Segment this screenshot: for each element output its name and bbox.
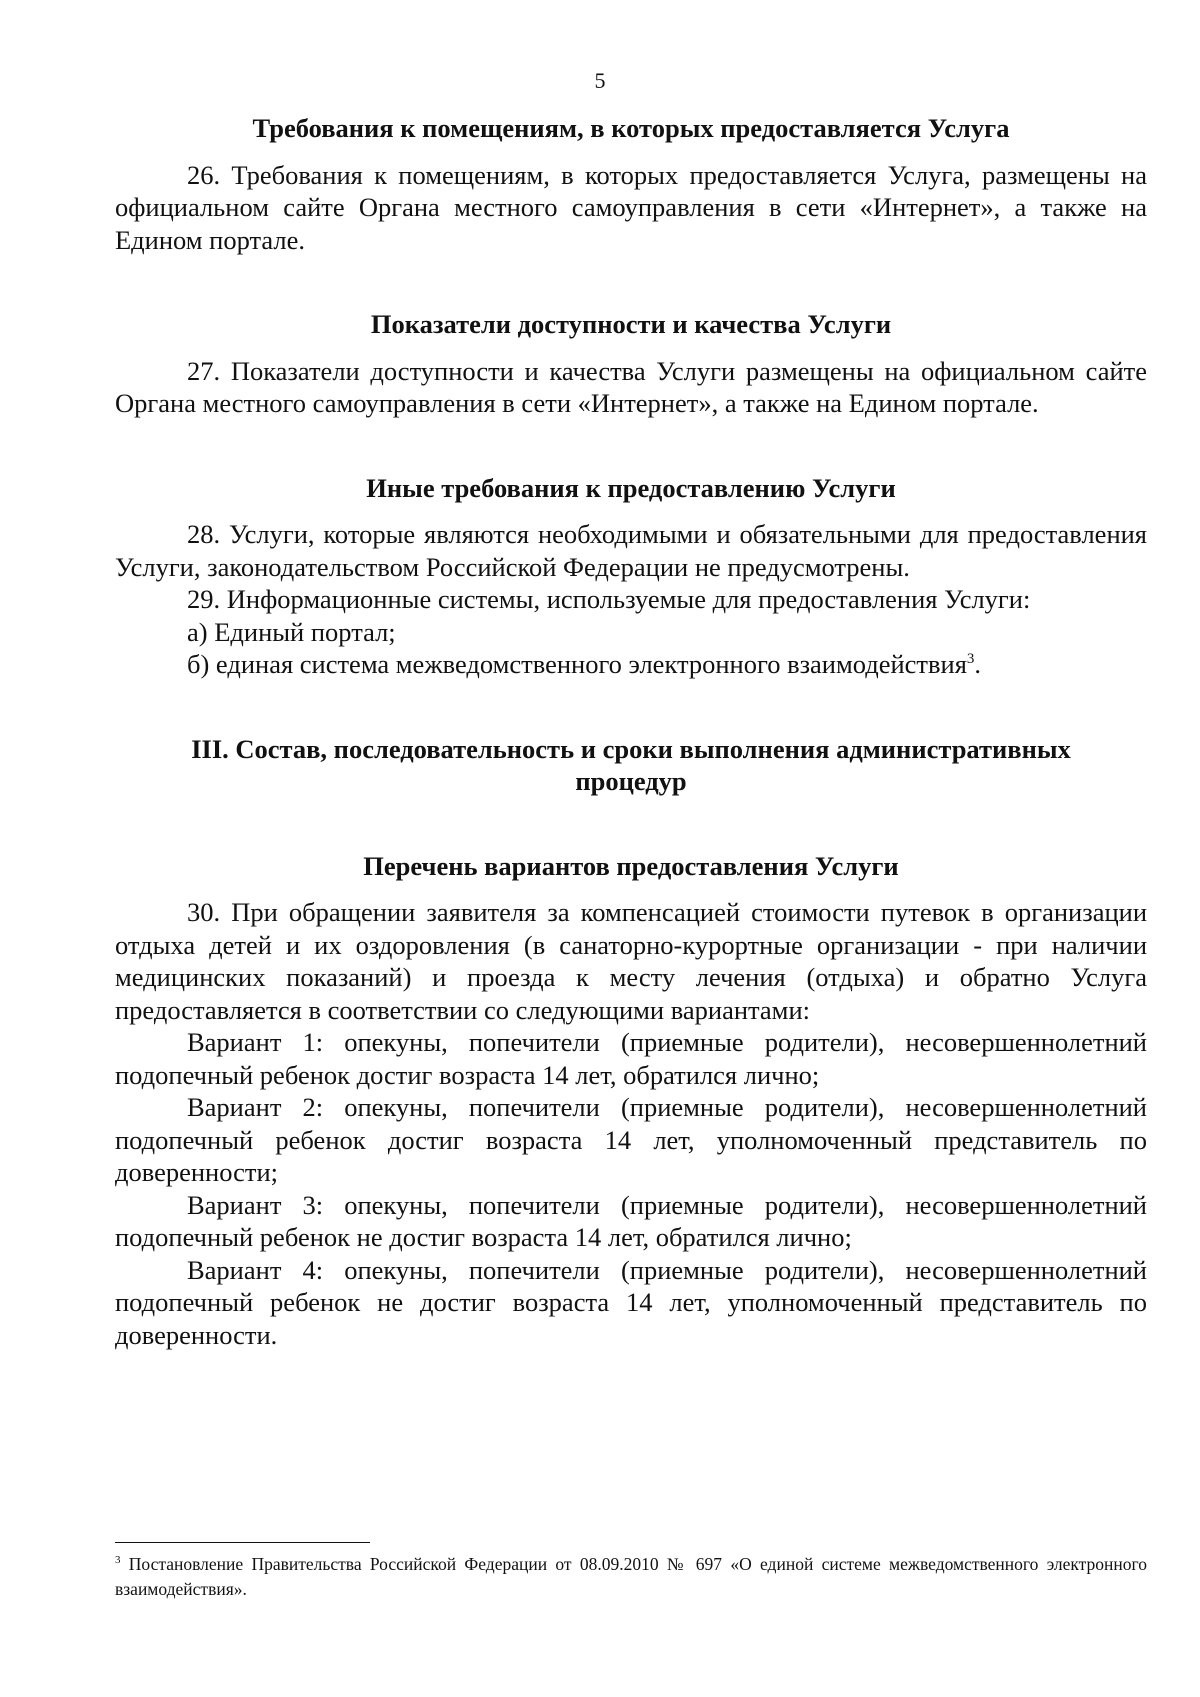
paragraph-29: 29. Информационные системы, используемые для предоставления Услуги: (187, 584, 1031, 614)
footnote-mark: 3 (115, 1554, 121, 1567)
paragraph-29a: а) Единый портал; (187, 616, 396, 647)
paragraph-29b-text: б) единая система межведомственного электронного взаимодействия (187, 649, 967, 679)
footnote-reference: 3 (966, 651, 975, 668)
paragraph-30: 30. При обращении заявителя за компенсацией стоимости путевок в организации отдыха детей и их оздоровления (в санаторно-курортные организации - при наличии медицинских показаний) и проезда к месту лечения (отдыха) и обратно Услуга предоставляется в соответствии со следующими вариантами: (115, 897, 1147, 1025)
heading-part-3-line2: процедур (575, 766, 687, 796)
paragraph-29b-end: . (974, 649, 982, 679)
variant-1: Вариант 1: опекуны, попечители (приемные родители), несовершеннолетний подопечный ребенок достиг возраста 14 лет, обратился лично; (115, 1027, 1147, 1090)
footnote-divider (115, 1542, 370, 1543)
heading-other-requirements: Иные требования к предоставлению Услуги (366, 472, 896, 503)
document-body (115, 112, 1147, 1351)
heading-part-3 (115, 733, 1147, 798)
heading-variants-list: Перечень вариантов предоставления Услуги (363, 850, 899, 881)
paragraph-27: 27. Показатели доступности и качества Услуги размещены на официальном сайте Органа местного самоуправления в сети «Интернет», а также на Едином портале. (115, 355, 1147, 418)
paragraph-28: 28. Услуги, которые являются необходимыми и обязательными для предоставления Услуги, законодательством Российской Федерации не предусмотрены. (115, 519, 1147, 582)
paragraph-26: 26. Требования к помещениям, в которых предоставляется Услуга, размещены на официальном сайте Органа местного самоуправления в сети «Интернет», а также на Едином портале. (115, 159, 1147, 255)
paragraph-29b (115, 648, 1147, 681)
page-number: 5 (594, 68, 606, 93)
variant-2: Вариант 2: опекуны, попечители (приемные родители), несовершеннолетний подопечный ребенок достиг возраста 14 лет, уполномоченный представитель по доверенности; (115, 1092, 1147, 1187)
footnote (115, 1552, 1147, 1602)
footnote-text: Постановление Правительства Российской Федерации от 08.09.2010 № 697 «О единой системе межведомственного электронного взаимодействия». (115, 1554, 1147, 1599)
heading-part-3-line1: III. Состав, последовательность и сроки выполнения административных (191, 733, 1071, 764)
heading-premises-requirements: Требования к помещениям, в которых предоставляется Услуга (252, 113, 1010, 143)
heading-quality-indicators: Показатели доступности и качества Услуги (370, 309, 892, 339)
variant-3: Вариант 3: опекуны, попечители (приемные родители), несовершеннолетний подопечный ребенок не достиг возраста 14 лет, обратился лично; (115, 1189, 1147, 1252)
variant-4: Вариант 4: опекуны, попечители (приемные родители), несовершеннолетний подопечный ребенок не достиг возраста 14 лет, уполномоченный представитель по доверенности. (115, 1254, 1147, 1350)
